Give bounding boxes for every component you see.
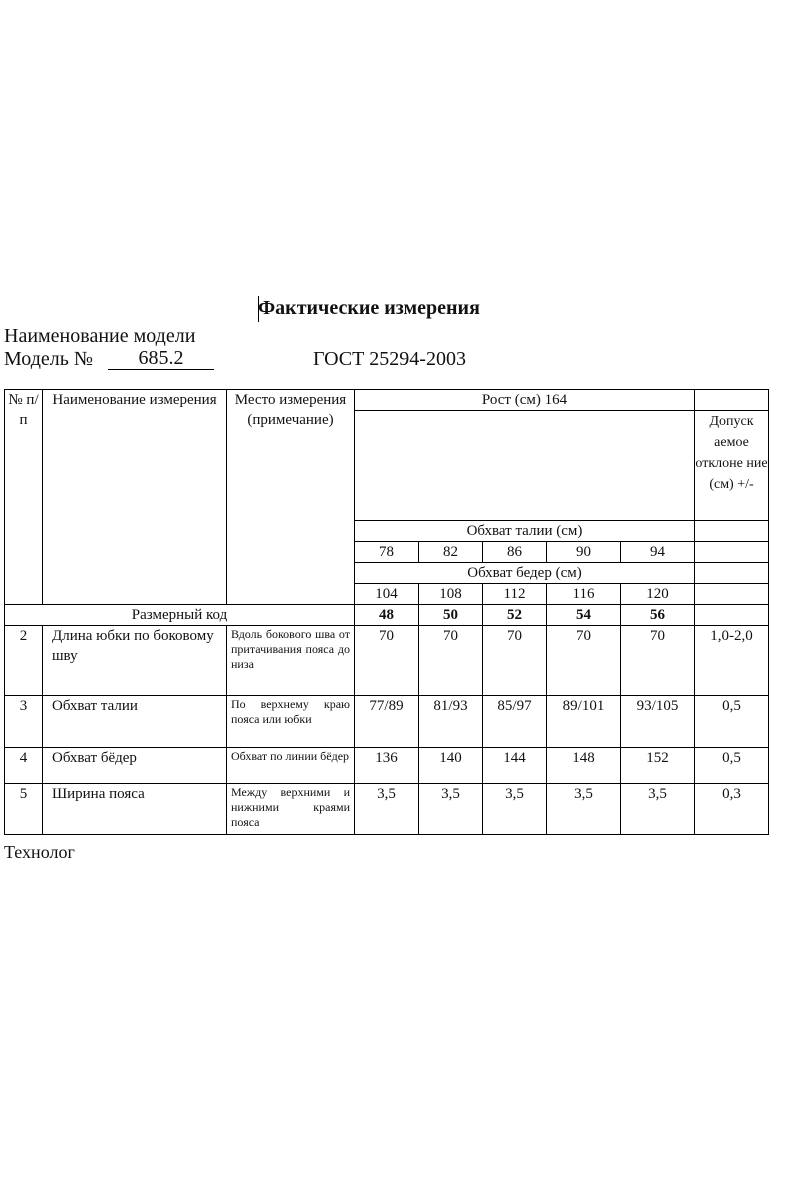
- row-value: 140: [419, 748, 483, 784]
- blank-cell: [695, 584, 769, 605]
- waist-value: 86: [483, 542, 547, 563]
- row-value: 148: [547, 748, 621, 784]
- hip-value: 116: [547, 584, 621, 605]
- row-tolerance: 0,5: [695, 696, 769, 748]
- header-measurement-name: Наименование измерения: [43, 390, 227, 605]
- blank-cell: [695, 542, 769, 563]
- header-height: Рост (см) 164: [355, 390, 695, 411]
- row-value: 89/101: [547, 696, 621, 748]
- measurements-table: [4, 389, 769, 835]
- blank-cell: [695, 521, 769, 542]
- size-code-label: Размерный код: [5, 605, 355, 626]
- table-row: [5, 784, 769, 835]
- hip-value: 108: [419, 584, 483, 605]
- header-tolerance: Допуск аемое отклоне ние (см) +/-: [695, 411, 769, 521]
- row-value: 3,5: [621, 784, 695, 835]
- waist-value: 78: [355, 542, 419, 563]
- waist-value: 94: [621, 542, 695, 563]
- row-value: 93/105: [621, 696, 695, 748]
- row-tolerance: 1,0-2,0: [695, 626, 769, 696]
- row-value: 70: [621, 626, 695, 696]
- header-measurement-place: Место измерения (примечание): [227, 390, 355, 605]
- row-value: 3,5: [547, 784, 621, 835]
- model-number-value: 685.2: [108, 348, 214, 370]
- row-tolerance: 0,5: [695, 748, 769, 784]
- header-hip-group: Обхват бедер (см): [355, 563, 695, 584]
- row-value: 144: [483, 748, 547, 784]
- row-value: 70: [483, 626, 547, 696]
- row-value: 70: [419, 626, 483, 696]
- row-value: 85/97: [483, 696, 547, 748]
- row-no: 5: [5, 784, 43, 835]
- hip-value: 104: [355, 584, 419, 605]
- model-number-label: Модель №: [4, 348, 93, 370]
- row-place: По верхнему краю пояса или юбки: [227, 696, 355, 748]
- blank-cell: [695, 605, 769, 626]
- size-code: 50: [419, 605, 483, 626]
- gost-standard: ГОСТ 25294-2003: [313, 348, 466, 370]
- row-value: 70: [547, 626, 621, 696]
- waist-value: 82: [419, 542, 483, 563]
- row-tolerance: 0,3: [695, 784, 769, 835]
- header-waist-group: Обхват талии (см): [355, 521, 695, 542]
- row-name: Обхват талии: [43, 696, 227, 748]
- table-row: [5, 626, 769, 696]
- hip-value: 112: [483, 584, 547, 605]
- row-no: 2: [5, 626, 43, 696]
- row-name: Ширина пояса: [43, 784, 227, 835]
- header-blank: [695, 390, 769, 411]
- size-code: 48: [355, 605, 419, 626]
- model-name-label: Наименование модели: [4, 325, 196, 347]
- hip-value: 120: [621, 584, 695, 605]
- size-code: 52: [483, 605, 547, 626]
- row-value: 136: [355, 748, 419, 784]
- row-value: 3,5: [483, 784, 547, 835]
- row-value: 3,5: [419, 784, 483, 835]
- row-no: 3: [5, 696, 43, 748]
- waist-value: 90: [547, 542, 621, 563]
- blank-cell: [695, 563, 769, 584]
- row-no: 4: [5, 748, 43, 784]
- row-value: 3,5: [355, 784, 419, 835]
- header-empty-area: [355, 411, 695, 521]
- table-row: [5, 696, 769, 748]
- table-row: [5, 748, 769, 784]
- row-value: 152: [621, 748, 695, 784]
- row-place: Обхват по линии бёдер: [227, 748, 355, 784]
- row-name: Длина юбки по боковому шву: [43, 626, 227, 696]
- row-value: 81/93: [419, 696, 483, 748]
- size-code: 56: [621, 605, 695, 626]
- header-no: № п/ п: [5, 390, 43, 605]
- row-value: 77/89: [355, 696, 419, 748]
- document-title: Фактические измерения: [258, 297, 480, 319]
- row-value: 70: [355, 626, 419, 696]
- row-place: Между верхними и нижними краями пояса: [227, 784, 355, 835]
- size-code: 54: [547, 605, 621, 626]
- row-place: Вдоль бокового шва от притачивания пояса до низа: [227, 626, 355, 696]
- row-name: Обхват бёдер: [43, 748, 227, 784]
- technologist-label: Технолог: [4, 842, 75, 862]
